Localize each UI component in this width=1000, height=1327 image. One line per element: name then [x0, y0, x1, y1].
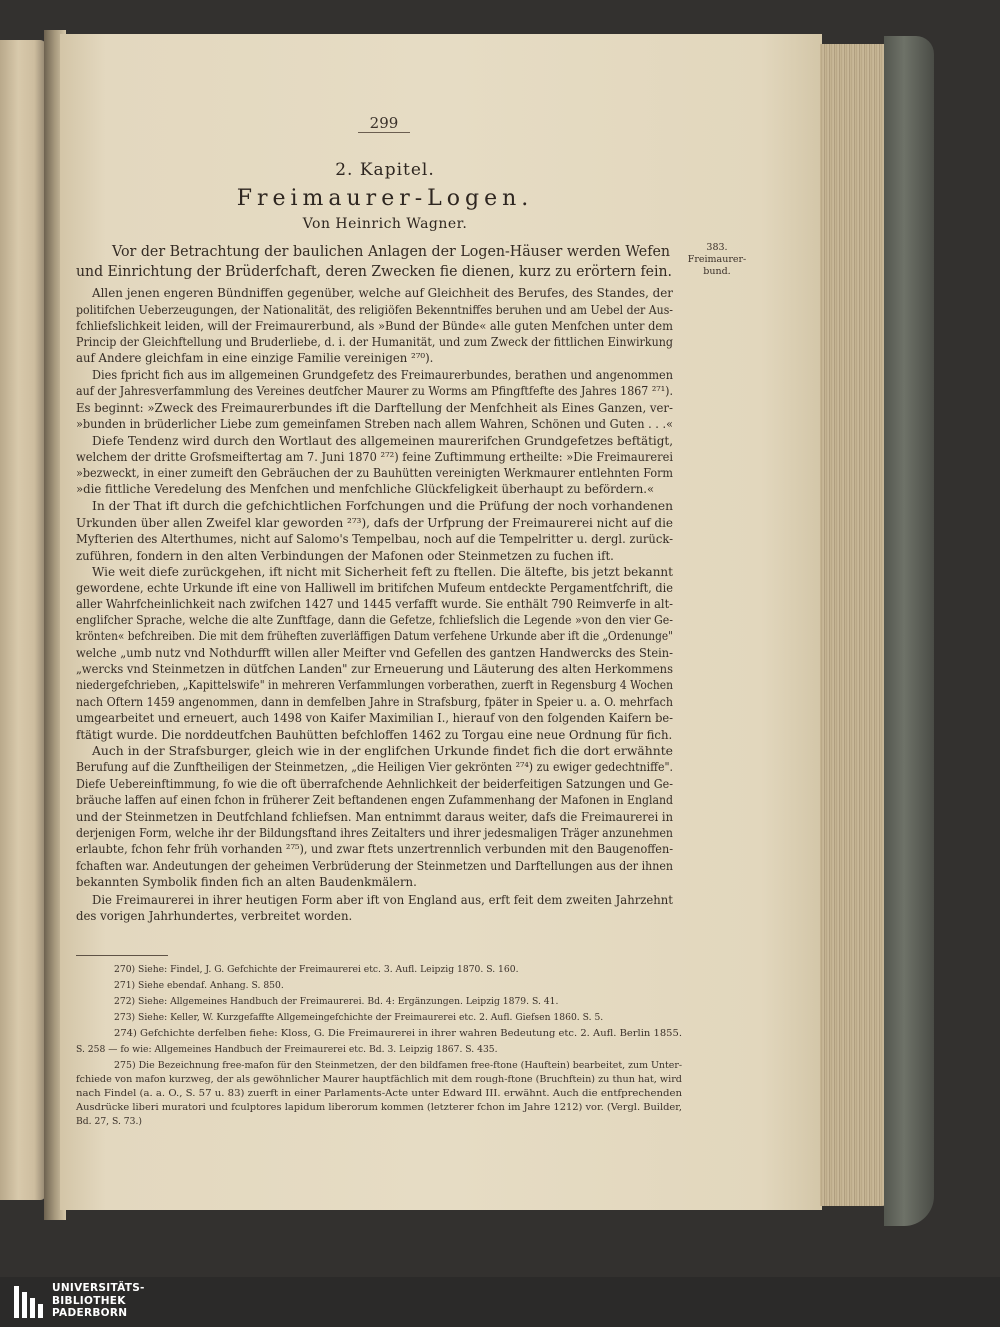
body-line: und Einrichtung der Brüderfchaft, deren Zwecken fie dienen, kurz zu erörtern fein.	[76, 263, 673, 280]
margin-note	[684, 242, 750, 278]
book-cover	[884, 36, 934, 1226]
body-line: zuführen, fondern in den alten Verbindungen der Mafonen oder Steinmetzen zu fuchen ift.	[76, 549, 614, 563]
margin-note-line: Freimaurer-	[687, 254, 747, 265]
margin-note-line: 383.	[706, 242, 728, 253]
body-line: bräuche laffen auf einen fchon in früherer Zeit beftandenen engen Zufammenhang der Mafonen in England	[76, 793, 674, 807]
footnote-line: 275) Die Bezeichnung free-mafon für den Steinmetzen, der den bildfamen free-ftone (Hauftein) bearbeitet, zum Unter-	[114, 1060, 683, 1071]
body-line: krönten« befchreiben. Die mit dem früheften zuverläffigen Datum verfehene Urkunde aber ift die „Ordenunge"	[76, 629, 673, 643]
chapter-heading: 2. Kapitel.	[335, 160, 435, 180]
body-line: und der Steinmetzen in Deutfchland fchliefsen. Man entnimmt daraus weiter, dafs die Freimaurerei in	[76, 810, 673, 824]
author-line: Von Heinrich Wagner.	[302, 216, 468, 232]
footnote-line: 272) Siehe: Allgemeines Handbuch der Freimaurerei. Bd. 4: Ergänzungen. Leipzig 1879. S. 41.	[114, 996, 559, 1007]
footnote-line: S. 258 — fo wie: Allgemeines Handbuch der Freimaurerei etc. Bd. 3. Leipzig 1867. S. 435.	[76, 1044, 498, 1055]
body-line: Vor der Betrachtung der baulichen Anlagen der Logen-Häuser werden Wefen	[112, 243, 671, 260]
body-line: auf der Jahresverfammlung des Vereines deutfcher Maurer zu Worms am Pfingftfefte des Jahres 1867 ²⁷¹).	[76, 384, 673, 398]
body-line: derjenigen Form, welche ihr der Bildungsftand ihres Zeitalters und ihrer jedesmaligen Träger anzunehmen	[76, 826, 673, 840]
body-line: welche „umb nutz vnd Nothdurfft willen aller Meifter vnd Gefellen des gantzen Handwercks des Stein-	[76, 646, 673, 660]
logo-line: BIBLIOTHEK	[52, 1294, 126, 1307]
body-line: »die fittliche Veredelung des Menfchen und menfchliche Glückfeligkeit überhaupt zu befördern.«	[76, 482, 655, 496]
body-line: ftätigt wurde. Die norddeutfchen Bauhütten befchloffen 1462 zu Torgau eine neue Ordnung für fich.	[76, 728, 673, 742]
body-line: Die Freimaurerei in ihrer heutigen Form aber ift von England aus, erft feit dem zweiten Jahrzehnt	[92, 893, 673, 907]
body-line: erlaubte, fchon fehr früh vorhanden ²⁷⁵), und zwar ftets unzertrennlich verbunden mit den Baugenoffen-	[76, 842, 674, 856]
body-line: Dies fpricht fich aus im allgemeinen Grundgefetz des Freimaurerbundes, berathen und angenommen	[92, 368, 674, 382]
body-line: Es beginnt: »Zweck des Freimaurerbundes ift die Darftellung der Menfchheit als Eines Ganzen, ver-	[76, 401, 673, 415]
body-line: aller Wahrfcheinlichkeit nach zwifchen 1427 und 1445 verfafft wurde. Sie enthält 790 Reimverfe in alt-	[76, 597, 673, 611]
footnote-line: Ausdrücke liberi muratori und fculptores lapidum liberorum kommen (letzterer fchon im Jahre 1212) vor. (Vergl. Builder,	[76, 1102, 683, 1113]
body-line: Auch in der Strafsburger, gleich wie in der englifchen Urkunde findet fich die dort erwähnte	[92, 744, 673, 758]
body-line: Wie weit diefe zurückgehen, ift nicht mit Sicherheit feft zu ftellen. Die ältefte, bis jetzt bekannt	[92, 565, 673, 579]
body-line: Myfterien des Alterthumes, nicht auf Salomo's Tempelbau, noch auf die Tempelritter u. dergl. zurück-	[76, 532, 674, 546]
body-line: »bunden in brüderlicher Liebe zum gemeinfamen Streben nach allem Wahren, Schönen und Guten . . .«	[76, 417, 674, 431]
footnote-line: 274) Gefchichte derfelben fiehe: Kloss, G. Die Freimaurerei in ihrer wahren Bedeutung etc. 2. Aufl. Berlin 1855.	[114, 1028, 682, 1039]
body-line: bekannten Symbolik finden fich an alten Baudenkmälern.	[76, 875, 417, 889]
body-line: umgearbeitet und erneuert, auch 1498 von Kaifer Maximilian I., hierauf von den folgenden Kaifern be-	[76, 711, 674, 725]
body-line: Diefe Tendenz wird durch den Wortlaut des allgemeinen maurerifchen Grundgefetzes beftätigt,	[92, 434, 674, 448]
body-line: fchaften war. Andeutungen der geheimen Verbrüderung der Steinmetzen und Darftellungen aus der ihnen	[76, 859, 673, 873]
body-line: welchem der dritte Grofsmeiftertag am 7. Juni 1870 ²⁷²) feine Zuftimmung ertheilte: »Die Freimaurerei	[76, 450, 673, 464]
footnote-rule	[76, 955, 168, 956]
footnote-line: 271) Siehe ebendaf. Anhang. S. 850.	[114, 980, 284, 991]
logo-line: UNIVERSITÄTS-	[52, 1282, 145, 1294]
logo-line: PADERBORN	[52, 1307, 128, 1319]
margin-note-line: bund.	[703, 266, 731, 277]
body-line: gewordene, echte Urkunde ift eine von Halliwell im britifchen Mufeum entdeckte Pergamentfchrift, die	[76, 581, 673, 595]
body-line: politifchen Ueberzeugungen, der Nationalität, des religiöfen Bekenntniffes beruhen und am Uebel der Aus-	[76, 303, 674, 317]
footnote-line: nach Findel (a. a. O., S. 57 u. 83) zuerft in einer Parlaments-Acte unter Edward III. erwähnt. Auch die entfprechenden	[76, 1088, 682, 1099]
library-logo-bar	[0, 1277, 1000, 1327]
body-line: des vorigen Jahrhundertes, verbreitet worden.	[76, 909, 353, 923]
body-line: »bezweckt, in einer zumeift den Gebräuchen der zu Bauhütten vereinigten Werkmaurer entlehnten Form	[76, 466, 674, 480]
body-line: „wercks vnd Steinmetzen in dütfchen Landen" zur Erneuerung und Läuterung des alten Herkommens	[76, 662, 673, 676]
facing-page-edge	[0, 40, 46, 1200]
body-line: In der That ift durch die gefchichtlichen Forfchungen und die Prüfung der noch vorhandenen	[92, 499, 674, 513]
body-line: Diefe Uebereinftimmung, fo wie die oft überrafchende Aehnlichkeit der beiderfeitigen Satzungen und Ge-	[76, 777, 673, 791]
body-line: Berufung auf die Zunftheiligen der Steinmetzen, „die Heiligen Vier gekrönten ²⁷⁴) zu ewiger gedechtniffe".	[76, 760, 674, 774]
page-number: 299	[369, 114, 399, 132]
body-line: Urkunden über allen Zweifel klar geworden ²⁷³), dafs der Urfprung der Freimaurerei nicht auf die	[76, 516, 674, 530]
footnote-line: Bd. 27, S. 73.)	[76, 1116, 143, 1127]
body-line: fchliefslichkeit leiden, will der Freimaurerbund, als »Bund der Bünde« alle guten Menfchen unter dem	[76, 319, 673, 333]
footnote-line: 273) Siehe: Keller, W. Kurzgefaffte Allgemeingefchichte der Freimaurerei etc. 2. Aufl. Giefsen 1860. S. 5.	[114, 1012, 604, 1023]
page-number-rule	[358, 132, 410, 133]
body-line: niedergefchrieben, „Kapittelswife" in mehreren Verfammlungen vorberathen, zuerft in Regensburg 4 Wochen	[76, 678, 673, 692]
library-logo-text	[52, 1282, 145, 1320]
body-line: englifcher Sprache, welche die alte Zunftfage, dann die Gefetze, fchliefslich die Legende »von den vier Ge-	[76, 613, 674, 627]
body-line: nach Oftern 1459 angenommen, dann in demfelben Jahre in Strafsburg, fpäter in Speier u. a. O. mehrfach	[76, 695, 674, 709]
body-line: auf Andere gleichfam in eine einzige Familie vereinigen ²⁷⁰).	[76, 351, 434, 365]
page-title: Freimaurer-Logen.	[236, 186, 534, 211]
body-line: Allen jenen engeren Bündniffen gegenüber, welche auf Gleichheit des Berufes, des Standes, der	[92, 286, 673, 300]
footnote-line: fchiede von mafon kurzweg, der als gewöhnlicher Maurer hauptfächlich mit dem rough-ftone (Bruchftein) zu thun hat, wird	[76, 1074, 682, 1085]
footnote-line: 270) Siehe: Findel, J. G. Gefchichte der Freimaurerei etc. 3. Aufl. Leipzig 1870. S. 160.	[114, 964, 519, 975]
library-logo-icon	[14, 1286, 44, 1318]
body-line: Princip der Gleichftellung und Bruderliebe, d. i. der Humanität, und zum Zweck der fittlichen Einwirkung	[76, 335, 673, 349]
